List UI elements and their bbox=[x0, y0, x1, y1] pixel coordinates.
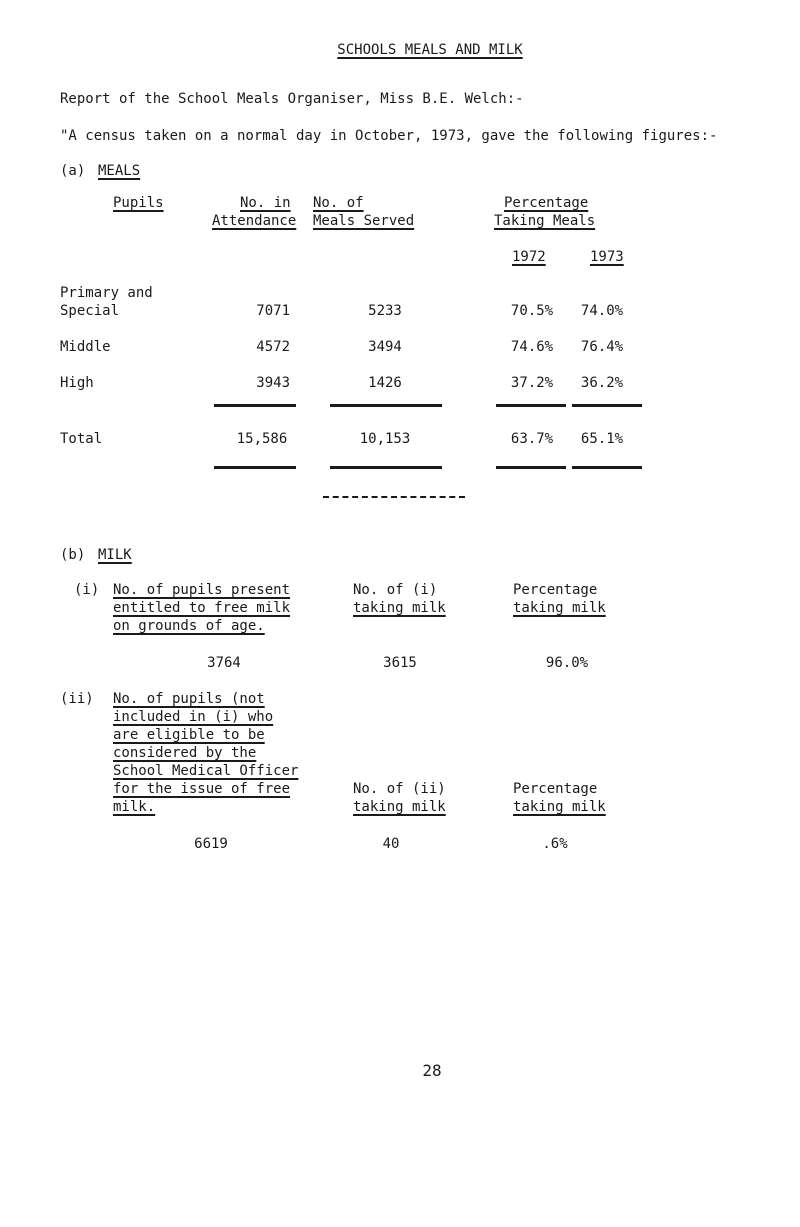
row-pupils-high: High bbox=[60, 375, 94, 391]
milk-part-ii-value-taking: 40 bbox=[382, 836, 400, 852]
milk-part-i-label: (i) bbox=[74, 582, 100, 598]
milk-part-i-desc-line3: on grounds of age. bbox=[113, 618, 265, 634]
row-pupils-primary-line1: Primary and bbox=[60, 285, 153, 301]
row-attendance-high: 3943 bbox=[256, 375, 290, 391]
milk-part-ii-desc-line4: considered by the bbox=[113, 745, 257, 761]
rule-total-top-1972 bbox=[496, 404, 566, 407]
row-pct1973-total: 65.1% bbox=[580, 431, 624, 447]
census-line: "A census taken on a normal day in October, 1973, gave the following figures:- bbox=[60, 128, 718, 144]
year-1972: 1972 bbox=[512, 249, 546, 265]
col-header-percentage-line1: Percentage bbox=[504, 195, 589, 211]
rule-total-bottom-served bbox=[330, 466, 442, 469]
row-served-high: 1426 bbox=[368, 375, 402, 391]
milk-part-i-value-present: 3764 bbox=[207, 655, 241, 671]
page-number: 28 bbox=[422, 1061, 442, 1080]
rule-total-bottom-1972 bbox=[496, 466, 566, 469]
rule-total-top-attendance bbox=[214, 404, 296, 407]
milk-part-ii-value-percentage: .6% bbox=[542, 836, 568, 852]
milk-part-i-value-percentage: 96.0% bbox=[545, 655, 589, 671]
col-header-served-line1: No. of bbox=[313, 195, 364, 211]
row-served-middle: 3494 bbox=[368, 339, 402, 355]
row-pupils-primary-line2: Special bbox=[60, 303, 120, 319]
milk-heading: MILK bbox=[98, 547, 132, 563]
milk-part-i-col2-line2: taking milk bbox=[353, 600, 446, 616]
milk-part-ii-label: (ii) bbox=[60, 691, 94, 707]
col-header-pupils: Pupils bbox=[113, 195, 164, 211]
row-attendance-total: 15,586 bbox=[236, 431, 288, 447]
row-served-total: 10,153 bbox=[359, 431, 411, 447]
milk-part-ii-desc-line6: for the issue of free bbox=[113, 781, 291, 797]
milk-part-i-col3-line1: Percentage bbox=[513, 582, 598, 598]
rule-total-top-served bbox=[330, 404, 442, 407]
milk-part-i-value-taking: 3615 bbox=[383, 655, 417, 671]
milk-part-i-desc-line2: entitled to free milk bbox=[113, 600, 291, 616]
milk-part-ii-value-eligible: 6619 bbox=[194, 836, 228, 852]
col-header-served-line2: Meals Served bbox=[313, 213, 415, 229]
page-title: SCHOOLS MEALS AND MILK bbox=[337, 42, 523, 58]
milk-part-ii-col2-line2: taking milk bbox=[353, 799, 446, 815]
row-served-primary: 5233 bbox=[368, 303, 402, 319]
rule-total-top-1973 bbox=[572, 404, 642, 407]
row-pct1972-total: 63.7% bbox=[510, 431, 554, 447]
milk-part-ii-desc-line1: No. of pupils (not bbox=[113, 691, 265, 707]
row-pupils-middle: Middle bbox=[60, 339, 111, 355]
col-header-attendance-line2: Attendance bbox=[212, 213, 297, 229]
col-header-attendance-line1: No. in bbox=[240, 195, 291, 211]
milk-part-i-col3-line2: taking milk bbox=[513, 600, 606, 616]
milk-part-ii-desc-line5: School Medical Officer bbox=[113, 763, 299, 779]
milk-part-i-col2-line1: No. of (i) bbox=[353, 582, 438, 598]
meals-label: (a) bbox=[60, 163, 86, 179]
milk-part-i-desc-line1: No. of pupils present bbox=[113, 582, 291, 598]
rule-total-bottom-attendance bbox=[214, 466, 296, 469]
section-separator bbox=[323, 496, 465, 498]
row-attendance-primary: 7071 bbox=[256, 303, 290, 319]
meals-heading: MEALS bbox=[98, 163, 141, 179]
milk-part-ii-col2-line1: No. of (ii) bbox=[353, 781, 446, 797]
milk-part-ii-col3-line2: taking milk bbox=[513, 799, 606, 815]
col-header-percentage-line2: Taking Meals bbox=[494, 213, 596, 229]
milk-label: (b) bbox=[60, 547, 86, 563]
milk-part-ii-col3-line1: Percentage bbox=[513, 781, 598, 797]
row-pct1972-middle: 74.6% bbox=[510, 339, 554, 355]
milk-part-ii-desc-line3: are eligible to be bbox=[113, 727, 265, 743]
milk-part-ii-desc-line2: included in (i) who bbox=[113, 709, 274, 725]
milk-part-ii-desc-line7: milk. bbox=[113, 799, 156, 815]
report-intro: Report of the School Meals Organiser, Miss B.E. Welch:- bbox=[60, 91, 524, 107]
row-attendance-middle: 4572 bbox=[256, 339, 290, 355]
rule-total-bottom-1973 bbox=[572, 466, 642, 469]
row-pct1973-high: 36.2% bbox=[580, 375, 624, 391]
row-pupils-total: Total bbox=[60, 431, 103, 447]
row-pct1973-middle: 76.4% bbox=[580, 339, 624, 355]
row-pct1973-primary: 74.0% bbox=[580, 303, 624, 319]
row-pct1972-primary: 70.5% bbox=[510, 303, 554, 319]
row-pct1972-high: 37.2% bbox=[510, 375, 554, 391]
year-1973: 1973 bbox=[590, 249, 624, 265]
